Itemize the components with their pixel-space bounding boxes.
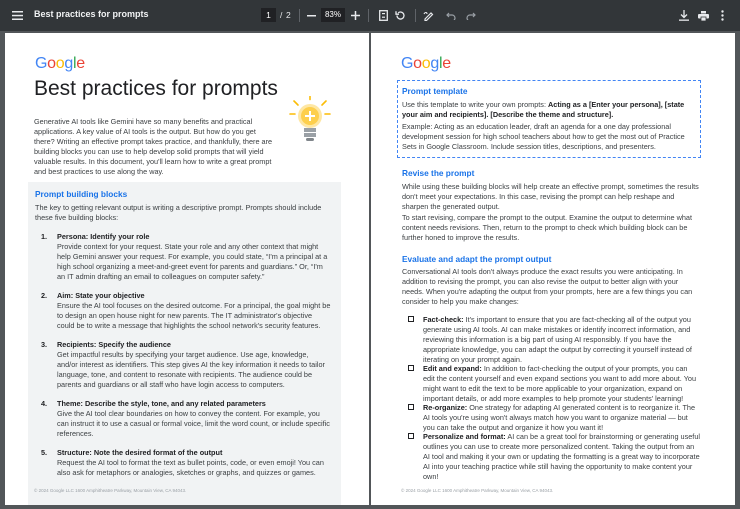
page-footer: © 2024 Google LLC 1600 Amphitheatre Parkway, Mountain View, CA 94043. [401,488,554,493]
revise-paragraph-1: While using these building blocks will help create an effective prompt, sometimes the results don't meet your expectations. In this case, revising the prompt can help reshape and sharpen the generated output. [402,182,699,212]
annotate-icon[interactable] [421,8,435,23]
evaluate-intro: Conversational AI tools don't always produce the exact results you were anticipating. In addition to revising the prompt, you can also revise the output to better align with your needs. When you're adapting the output from your prompts, here are a few things you can consider to help you make changes: [402,267,693,307]
rotate-icon[interactable] [393,8,407,23]
pdf-toolbar [0,0,740,31]
toolbar-divider [415,9,416,22]
zoom-level-input[interactable]: 83% [321,8,345,22]
building-blocks-intro: The key to getting relevant output is writing a descriptive prompt. Prompts should include these five building blocks: [35,203,322,223]
lightbulb-icon [288,96,332,153]
toolbar-divider [368,9,369,22]
redo-icon[interactable] [465,8,477,23]
google-logo: Google [401,55,451,72]
page-footer: © 2024 Google LLC 1600 Amphitheatre Parkway, Mountain View, CA 94043. [34,488,187,493]
list-item: Edit and expand: In addition to fact-checking the output of your prompts, you can edit the content yourself and even expand sections you want to add more about. You might want to edit the text to be more applicable to your organization, expand on important details, or add more examples to help promote your students' learning! [408,364,700,404]
list-item: Re-organize: One strategy for adapting AI generated content is to reorganize it. The AI tools you're using won't always match how you want to organize material — but you can take the output and organize it how you want it! [408,403,700,433]
pdf-page-2 [371,33,735,505]
checkbox-bullet-icon [408,404,414,410]
zoom-out-icon[interactable] [305,8,317,23]
menu-icon[interactable] [9,8,25,23]
template-example: Example: Acting as an education leader, draft an agenda for a one day professional development session for high school teachers about how to get the most out of Practice Sets in Google Classroom. Include session titles, descriptions, and presenters. [402,122,685,152]
fit-page-icon[interactable] [377,8,389,23]
undo-icon[interactable] [445,8,457,23]
template-text: Use this template to write your own prompts: Acting as a [Enter your persona], [state your aim and recipients]. [Describe the theme and structure]. [402,100,685,120]
section-heading-evaluate: Evaluate and adapt the prompt output [402,254,552,264]
revise-paragraph-2: To start revising, compare the prompt to the output. Examine the output to determine what content needs revisions. Then, return to the prompt to check which building block can be further honed to improve the results. [402,213,693,243]
list-item: Fact-check: It's important to ensure that you are fact-checking all of the output you generate using AI tools. AI can make mistakes or identify incorrect information, and reviewing this information is a big part of using AI responsibly. If you have the appropriate knowledge, you can adapt the output by correcting it yourself instead of iterating on your prompt again. [408,315,700,365]
page-title: Best practices for prompts [34,77,278,100]
zoom-in-icon[interactable] [349,8,361,23]
section-heading-building-blocks: Prompt building blocks [35,189,128,199]
pdf-page-1: Google Best practices for prompts Generative AI tools like Gemini have so many benefits and practical applications. A key value of AI tools is the output. But how do you get there? Writing an effective prompt takes practice, and thankfully, there are building blocks you can use to help develop solid prompts that will yield valuable results. In this document, you'll learn how to write a great prompt and best practices to use along the way. Prompt building blocks The key to getting relevant output is writing a descriptive prompt. Prompts should include these five building blocks: 1. Persona: Identify your role Provide context for your request. State your role and any other context that might help Gemini answer your request. For example, you could state, “I'm a principal at a high school organizing a meet-and-greet event for parents and guardians.” Or, “I'm an IT admin drafting an email to colleagues on computer safety.” 2. Aim: State your objective Ensure the AI tool focuses on the desired outcome. For a principal, the goal might be to design an open house night for new parents. The IT administrator's objective could be to write a message that highlights the school network's security features. 3. Recipients: Specify the audience Get impactful results by specifying your target audience. Use age, knowledge, and/or interest as identifiers. This step gives AI the key information it needs to tailor language, tone, and content to resonate with recipients. The audience could be parents and guardians or all staff who have login access to computers. 4. Theme: Describe the style, tone, and any related parameters Give the AI tool clear boundaries on how to convey the content. For example, you can instruct it to use a casual or formal voice, limit the word count, or include specific references. 5. Structure: Note the desired format of the output Request the AI tool to format the text as bullet points, code, or even emoji! You can also ask for metaphors or analogies, sketches or graphs, and quizzes or games. © 2024 Google LLC 1600 Amphitheatre Parkway, Mountain View, CA 94043. [5,33,369,505]
download-icon[interactable] [677,8,691,23]
page-separator: / [280,10,283,20]
total-pages: 2 [286,10,291,20]
intro-paragraph: Generative AI tools like Gemini have so many benefits and practical applications. A key value of AI tools is the output. But how do you get there? Writing an effective prompt takes practice, and thankfully, there are building blocks you can use to help develop solid prompts that will yield valuable results. In this document, you'll learn how to write a great prompt and best practices to use along the way. [34,117,273,177]
checkbox-bullet-icon [408,316,414,322]
more-icon[interactable] [717,8,727,23]
current-page-input[interactable]: 1 [261,8,276,22]
google-logo: Google [35,55,85,72]
section-heading-prompt-template: Prompt template [402,86,468,96]
print-icon[interactable] [696,8,710,23]
toolbar-divider [299,9,300,22]
section-heading-revise: Revise the prompt [402,168,475,178]
document-title: Best practices for prompts [34,9,149,19]
checkbox-bullet-icon [408,365,414,371]
checkbox-bullet-icon [408,433,414,439]
list-item: Personalize and format: AI can be a great tool for brainstorming or generating useful outlines you can use to create more personalized content. Taking the output from an AI tool and making it your own or updating the formatting is a great way to incorporate AI into your teaching practice while still having the opportunity to make content your own! [408,432,700,482]
